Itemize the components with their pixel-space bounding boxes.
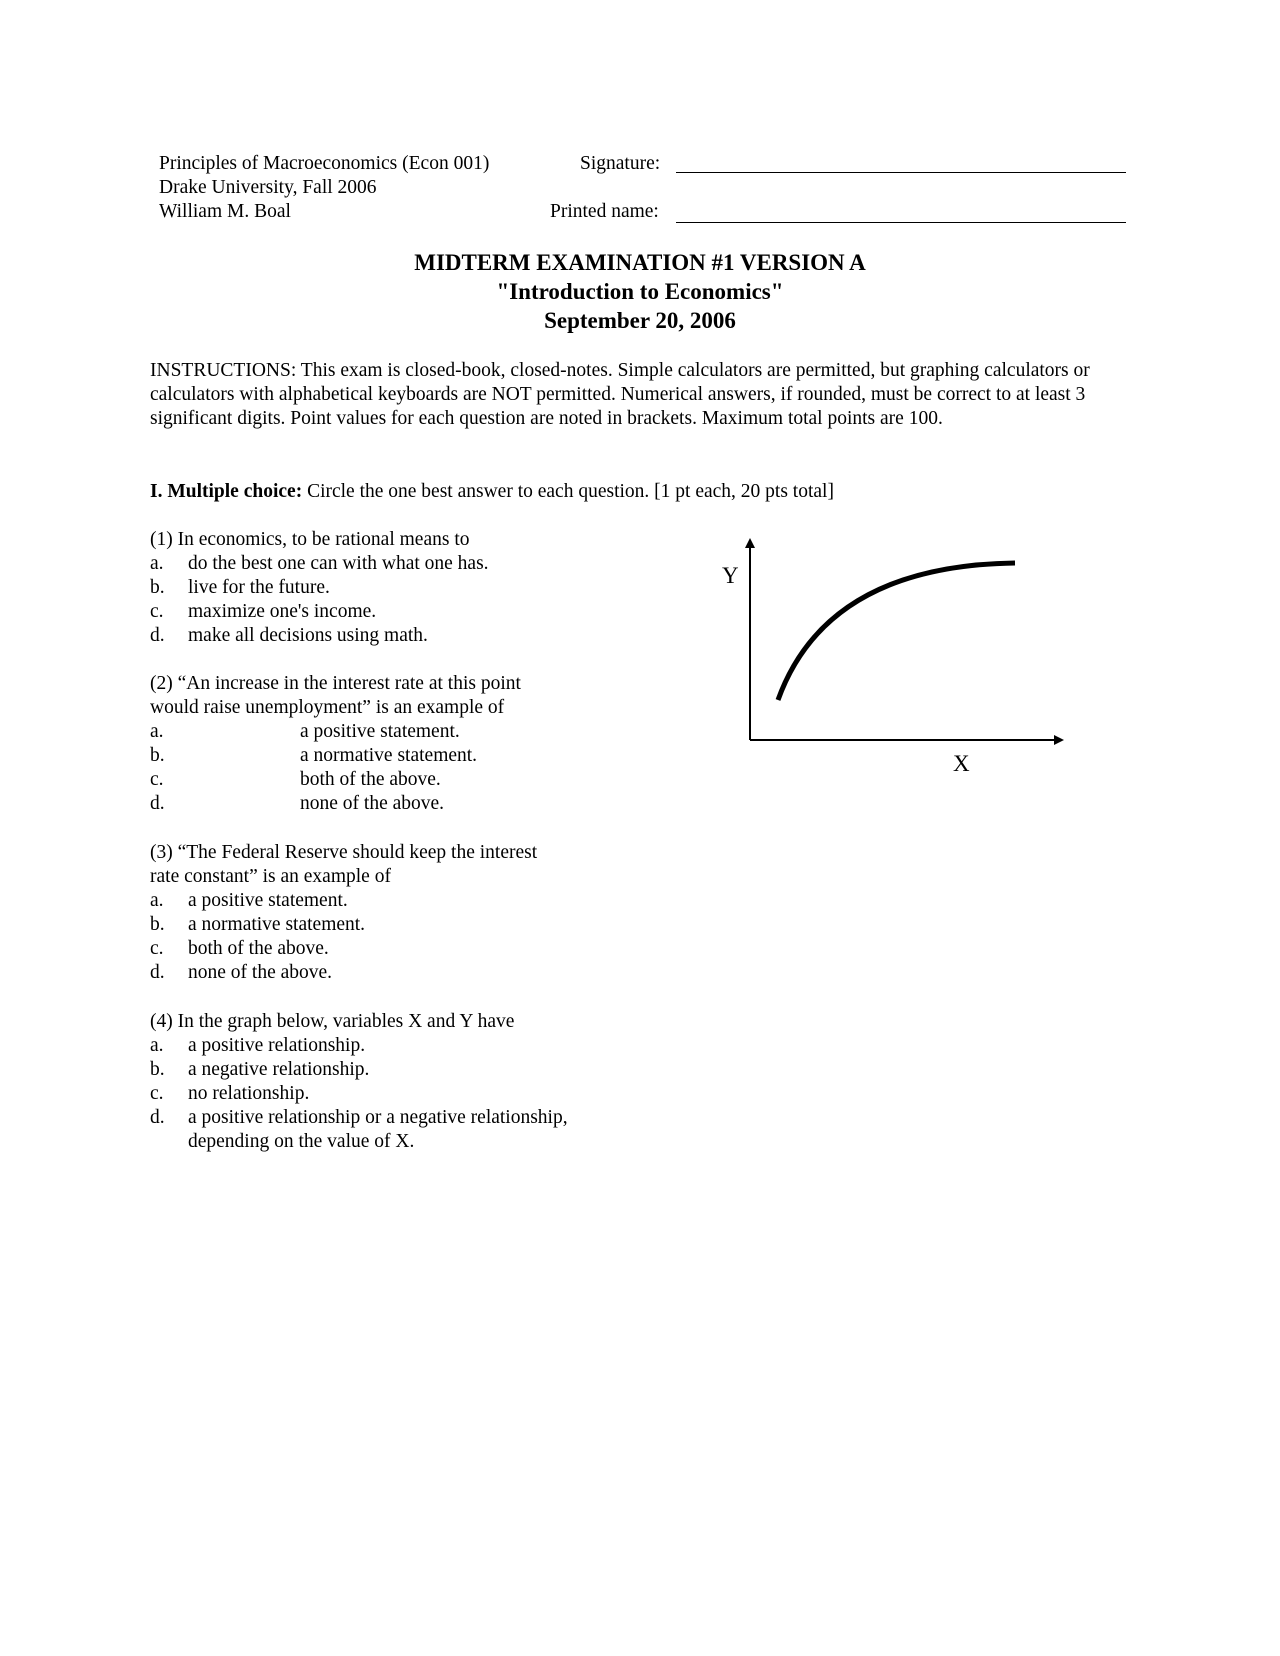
answer-option[interactable]: c. maximize one's income.: [150, 601, 377, 622]
answer-option[interactable]: d. none of the above.: [150, 962, 333, 983]
answer-option[interactable]: a. do the best one can with what one has.: [150, 553, 489, 574]
curve-line: [778, 563, 1015, 700]
answer-option[interactable]: a. a positive relationship.: [150, 1035, 366, 1056]
question-stem: (2) “An increase in the interest rate at this point: [150, 673, 521, 694]
answer-option[interactable]: b. a normative statement.: [150, 914, 366, 935]
instructor-name: William M. Boal: [159, 201, 291, 222]
section-heading: [150, 480, 834, 504]
question-stem: rate constant” is an example of: [150, 866, 391, 887]
exam-subtitle: "Introduction to Economics": [496, 279, 784, 304]
answer-option[interactable]: b. a negative relationship.: [150, 1059, 370, 1080]
answer-option[interactable]: a. a positive statement.: [150, 890, 348, 911]
answer-option[interactable]: d. make all decisions using math.: [150, 625, 428, 646]
answer-option[interactable]: d. a positive relationship or a negative relationship, depending on the value of X.: [150, 1107, 568, 1152]
y-axis-label: Y: [722, 563, 739, 588]
exam-date: September 20, 2006: [544, 308, 736, 333]
signature-label: Signature:: [580, 153, 661, 174]
question-4: [150, 1010, 710, 1154]
question-3: [150, 841, 710, 985]
instructions: INSTRUCTIONS: This exam is closed-book, closed-notes. Simple calculators are permitted, but graphing calculators or calculators with alphabetical keyboards are NOT permitted. Numerical answers, if rounded, must be correct to at least 3 significant digits. Point values for each question are noted in brackets. Maximum total points are 100.: [150, 360, 1090, 429]
question-1: [150, 528, 710, 648]
question-stem: (4) In the graph below, variables X and Y have: [150, 1011, 515, 1032]
answer-option[interactable]: c. both of the above.: [150, 938, 329, 959]
answer-option[interactable]: c. no relationship.: [150, 1083, 310, 1104]
question-stem: (3) “The Federal Reserve should keep the interest: [150, 842, 538, 863]
answer-option[interactable]: b. a normative statement.: [150, 745, 478, 766]
printed-name-label: Printed name:: [550, 201, 659, 222]
question-stem: would raise unemployment” is an example of: [150, 697, 505, 718]
question-stem: (1) In economics, to be rational means to: [150, 529, 470, 550]
section-title: I. Multiple choice:: [150, 481, 303, 502]
answer-option[interactable]: c. both of the above.: [150, 769, 441, 790]
answer-option[interactable]: a. a positive statement.: [150, 721, 460, 742]
printed-name-field[interactable]: [676, 222, 1126, 223]
section-directions: Circle the one best answer to each question. [1 pt each, 20 pts total]: [302, 481, 834, 502]
course-name: Principles of Macroeconomics (Econ 001): [159, 153, 490, 174]
answer-option[interactable]: d. none of the above.: [150, 793, 445, 814]
x-axis-label: X: [953, 751, 970, 776]
university-term: Drake University, Fall 2006: [159, 177, 377, 198]
signature-field[interactable]: [676, 172, 1126, 173]
answer-option[interactable]: b. live for the future.: [150, 577, 330, 598]
exam-title: MIDTERM EXAMINATION #1 VERSION A: [414, 250, 866, 275]
question-2: [150, 672, 710, 816]
